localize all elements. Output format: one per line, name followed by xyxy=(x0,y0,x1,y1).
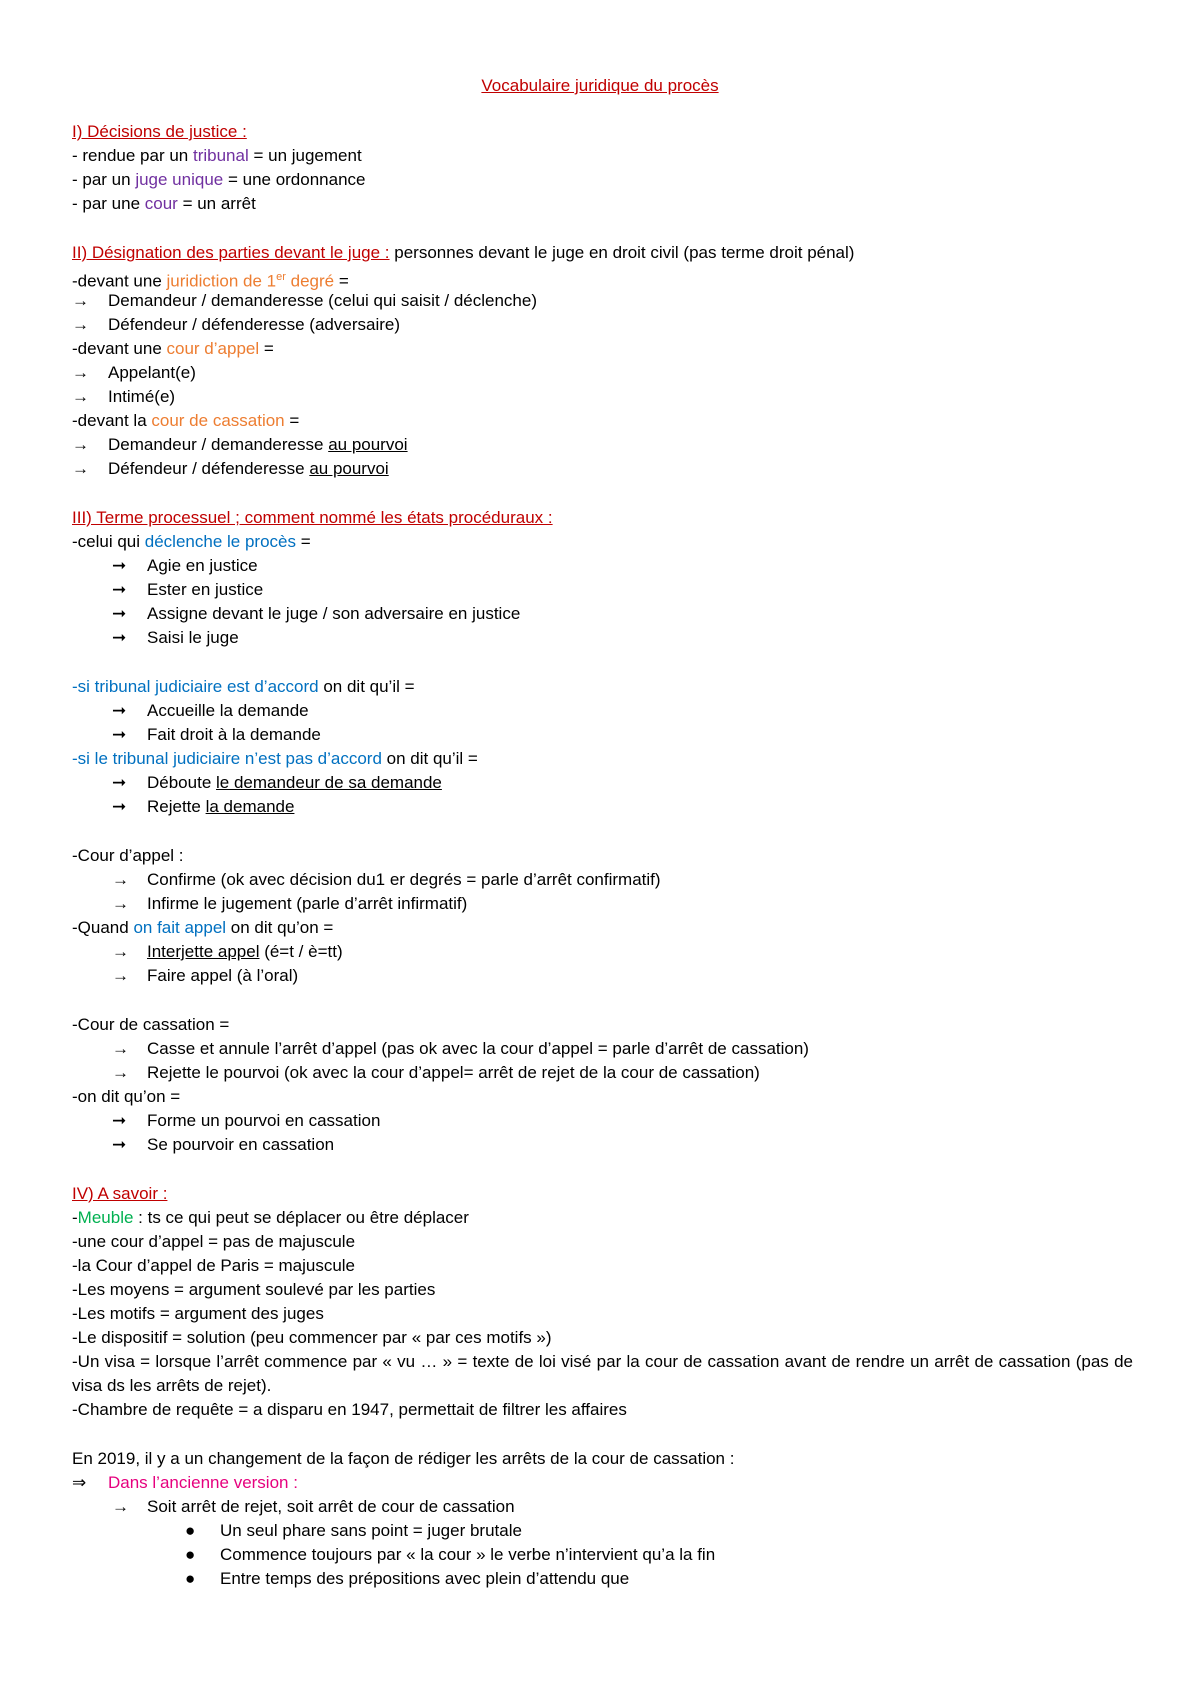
section-3-agree: -si tribunal judiciaire est d’accord on dit qu’il = xyxy=(72,677,415,696)
arrow-right-icon: ➞ xyxy=(112,725,127,744)
arrow-right-icon: → xyxy=(112,894,129,913)
arrow-right-icon: → xyxy=(112,870,129,889)
list-item: -une cour d’appel = pas de majuscule xyxy=(72,1232,356,1251)
bullet-icon: ● xyxy=(185,1521,196,1540)
arrow-right-icon: → xyxy=(72,459,89,478)
arrow-right-icon: ➞ xyxy=(112,628,127,647)
arrow-right-icon: ➞ xyxy=(112,1135,127,1154)
arrow-right-icon: ➞ xyxy=(112,1111,127,1130)
list-item: ➞ Se pourvoir en cassation xyxy=(112,1133,334,1157)
list-item: → Intimé(e) xyxy=(72,385,175,409)
arrow-right-icon: → xyxy=(112,1039,129,1058)
list-item: → Soit arrêt de rejet, soit arrêt de cour de cassation xyxy=(112,1495,515,1519)
arrow-right-icon: → xyxy=(72,435,89,454)
list-item: ➞ Saisi le juge xyxy=(112,626,239,650)
list-item: -la Cour d’appel de Paris = majuscule xyxy=(72,1256,356,1275)
section-5-intro: En 2019, il y a un changement de la façon de rédiger les arrêts de la cour de cassation : xyxy=(72,1449,735,1468)
arrow-right-icon: ➞ xyxy=(112,797,127,816)
arrow-right-icon: ➞ xyxy=(112,556,127,575)
list-item: → Faire appel (à l’oral) xyxy=(112,964,298,988)
arrow-right-icon: → xyxy=(112,1063,129,1082)
section-3-cour-cassation: -Cour de cassation = xyxy=(72,1015,230,1034)
list-item: ➞ Fait droit à la demande xyxy=(112,723,321,747)
section-1-line-3: - par une cour = un arrêt xyxy=(72,194,256,213)
list-item: → Interjette appel (é=t / è=tt) xyxy=(112,940,343,964)
list-item: → Casse et annule l’arrêt d’appel (pas ok avec la cour d’appel = parle d’arrêt de cassation) xyxy=(112,1037,809,1061)
arrow-right-icon: → xyxy=(72,387,89,406)
list-item: → Infirme le jugement (parle d’arrêt infirmatif) xyxy=(112,892,467,916)
arrow-right-icon: → xyxy=(112,942,129,961)
section-3-cour-appel: -Cour d’appel : xyxy=(72,846,184,865)
list-item: ● Un seul phare sans point = juger brutale xyxy=(185,1519,522,1543)
list-item: -Un visa = lorsque l’arrêt commence par « vu … » = texte de loi visé par la cour de cassation avant de rendre un arrêt de cassation (pas de visa ds les arrêts de rejet). xyxy=(72,1352,1133,1395)
arrow-right-icon: → xyxy=(72,315,89,334)
section-3-appeal-action: -Quand on fait appel on dit qu’on = xyxy=(72,918,334,937)
list-item: -Les motifs = argument des juges xyxy=(72,1304,324,1323)
list-item: ➞ Déboute le demandeur de sa demande xyxy=(112,771,442,795)
list-item: → Demandeur / demanderesse au pourvoi xyxy=(72,433,408,457)
section-2-cassation: -devant la cour de cassation = xyxy=(72,411,300,430)
list-item: → Défendeur / défenderesse (adversaire) xyxy=(72,313,400,337)
section-1-line-1: - rendue par un tribunal = un jugement xyxy=(72,146,362,165)
double-arrow-right-icon: ⇒ xyxy=(72,1473,87,1492)
section-2-first-degree: -devant une juridiction de 1er degré = xyxy=(72,271,349,291)
list-item: ● Entre temps des prépositions avec plein d’attendu que xyxy=(185,1567,629,1591)
arrow-right-icon: ➞ xyxy=(112,773,127,792)
arrow-right-icon: ➞ xyxy=(112,604,127,623)
list-item: ➞ Ester en justice xyxy=(112,578,263,602)
list-item: ⇒ Dans l’ancienne version : xyxy=(72,1471,298,1495)
list-item: ➞ Agie en justice xyxy=(112,554,258,578)
list-item: -Chambre de requête = a disparu en 1947, permettait de filtrer les affaires xyxy=(72,1400,627,1419)
list-item: → Défendeur / défenderesse au pourvoi xyxy=(72,457,389,481)
list-item: → Appelant(e) xyxy=(72,361,196,385)
section-3-trigger: -celui qui déclenche le procès = xyxy=(72,532,311,551)
arrow-right-icon: → xyxy=(72,291,89,310)
list-item: ➞ Assigne devant le juge / son adversaire en justice xyxy=(112,602,520,626)
bullet-icon: ● xyxy=(185,1545,196,1564)
section-3-on-dit: -on dit qu’on = xyxy=(72,1087,181,1106)
section-3-disagree: -si le tribunal judiciaire n’est pas d’accord on dit qu’il = xyxy=(72,749,478,768)
arrow-right-icon: ➞ xyxy=(112,701,127,720)
section-1-line-2: - par un juge unique = une ordonnance xyxy=(72,170,366,189)
list-item: -Meuble : ts ce qui peut se déplacer ou être déplacer xyxy=(72,1208,469,1227)
section-2-appeal: -devant une cour d’appel = xyxy=(72,339,274,358)
arrow-right-icon: → xyxy=(72,363,89,382)
list-item: -Le dispositif = solution (peu commencer par « par ces motifs ») xyxy=(72,1328,552,1347)
list-item: → Confirme (ok avec décision du1 er degrés = parle d’arrêt confirmatif) xyxy=(112,868,661,892)
section-1-heading: I) Décisions de justice : xyxy=(72,122,247,141)
page-title: Vocabulaire juridique du procès xyxy=(481,76,719,95)
arrow-right-icon: ➞ xyxy=(112,580,127,599)
arrow-right-icon: → xyxy=(112,1497,129,1516)
list-item: → Demandeur / demanderesse (celui qui saisit / déclenche) xyxy=(72,289,537,313)
list-item: → Rejette le pourvoi (ok avec la cour d’appel= arrêt de rejet de la cour de cassation) xyxy=(112,1061,760,1085)
list-item: ➞ Forme un pourvoi en cassation xyxy=(112,1109,380,1133)
section-3-heading: III) Terme processuel ; comment nommé les états procéduraux : xyxy=(72,508,553,527)
bullet-icon: ● xyxy=(185,1569,196,1588)
list-item: -Les moyens = argument soulevé par les parties xyxy=(72,1280,436,1299)
list-item: ➞ Accueille la demande xyxy=(112,699,309,723)
section-4-heading: IV) A savoir : xyxy=(72,1184,168,1203)
section-2-heading: II) Désignation des parties devant le juge : personnes devant le juge en droit civil (pas terme droit pénal) xyxy=(72,243,855,262)
list-item: ● Commence toujours par « la cour » le verbe n’intervient qu’a la fin xyxy=(185,1543,715,1567)
arrow-right-icon: → xyxy=(112,966,129,985)
list-item: ➞ Rejette la demande xyxy=(112,795,294,819)
